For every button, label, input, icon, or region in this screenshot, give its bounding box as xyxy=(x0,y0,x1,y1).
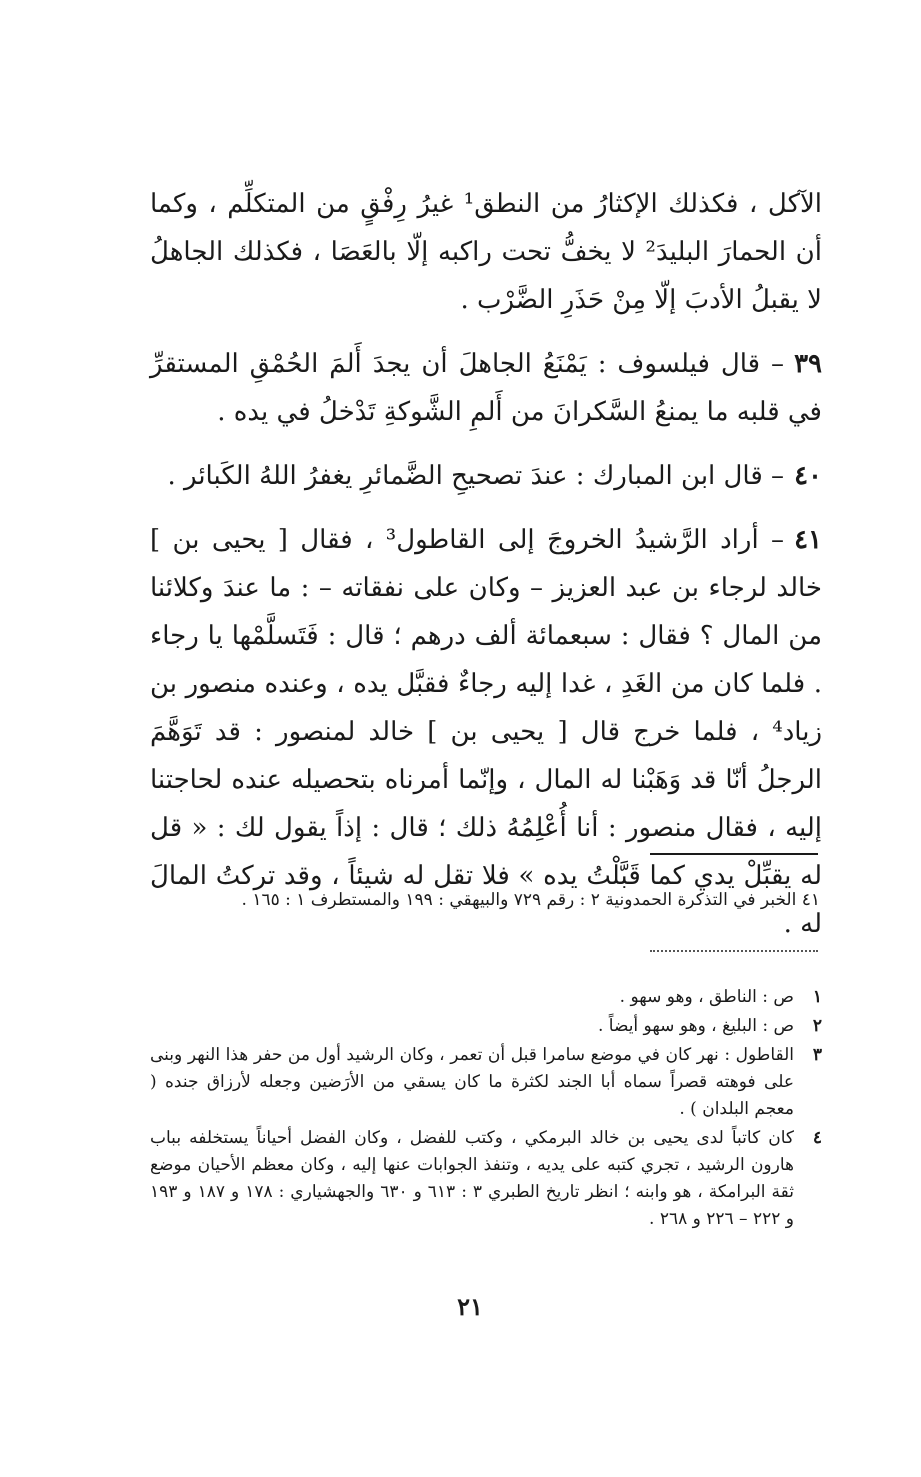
footnote-item xyxy=(150,1125,822,1233)
footnote-divider xyxy=(650,853,818,855)
paragraph-text: – قال ابن المبارك : عندَ تصحيحِ الضَّمائرِ يغفرُ اللهُ الكَبائر . xyxy=(167,461,785,491)
footnote-text: كان كاتباً لدى يحيى بن خالد البرمكي ، وكتب للفضل ، وكان الفضل أحياناً يستخلفه بباب هارون الرشيد ، تجري كتبه على يديه ، وتنفذ الجوابات عنها إليه ، وكان معظم الأحيان موضع ثقة البرامكة ، هو وابنه ؛ انظر تاريخ الطبري ٣ : ٦١٣ و ٦٣٠ والجهشياري : ١٧٨ و ١٨٧ و ١٩٣ و ٢٢٢ – ٢٢٦ و ٢٦٨ . xyxy=(150,1128,794,1229)
paragraph-number: ٤٠ xyxy=(794,461,822,491)
page-number: ٢١ xyxy=(457,1292,483,1321)
main-text xyxy=(150,180,822,948)
paragraph-continued: الآكل ، فكذلك الإكثارُ من النطق¹ غيرُ رِفْقٍ من المتكلِّم ، وكما أن الحمارَ البليدَ² لا يخفُّ تحت راكبه إلّا بالعَصَا ، فكذلك الجاهلُ لا يقبلُ الأدبَ إلّا مِنْ حَذَرِ الضَّرْب . xyxy=(150,189,822,315)
paragraph-number: ٤١ xyxy=(794,525,822,555)
footnote-text: ص : البليغ ، وهو سهو أيضاً . xyxy=(597,1016,794,1036)
paragraph-39 xyxy=(150,340,822,436)
dotted-divider xyxy=(650,950,818,952)
paragraph-40 xyxy=(150,452,822,500)
footnote-item xyxy=(150,1042,822,1123)
footnote-number: ١ xyxy=(812,987,822,1007)
footnote-text: القاطول : نهر كان في موضع سامرا قبل أن تعمر ، وكان الرشيد أول من حفر هذا النهر وبنى على فوهته قصراً سماه أبا الجند لكثرة ما كان يسقي من الأرَضين وجعله لأرزاق جنده ( معجم البلدان ) . xyxy=(150,1045,794,1119)
paragraph-number: ٣٩ xyxy=(794,349,822,379)
footnote-number: ٤ xyxy=(812,1128,822,1148)
footnote-number: ٢ xyxy=(812,1016,822,1036)
paragraph-text: – أراد الرَّشيدُ الخروجَ إلى القاطول³ ، فقال [ يحيى بن ] خالد لرجاء بن عبد العزيز – وكان على نفقاته – : ما عندَ وكلائنا من المال ؟ فقال : سبعمائة ألف درهم ؛ قال : فَتَسلَّمْها يا رجاء . فلما كان من الغَدِ ، غدا إليه رجاءٌ فقبَّل يده ، وعنده منصور بن زياد⁴ ، فلما خرج قال [ يحيى بن ] خالد لمنصور : قد تَوَهَّمَ الرجلُ أنّا قد وَهَبْنا له المال ، وإنّما أمرناه بتحصيله عنده لحاجتنا إليه ، فقال منصور : أنا أُعْلِمُهُ ذلك ؛ قال : إذاً يقول لك : « قل له يقبِّلْ يدي كما قَبَّلْتُ يده » فلا تقل له شيئاً ، وقد تركتُ المالَ له . xyxy=(150,525,822,939)
footnotes xyxy=(150,984,822,1235)
footnote-text: ص : الناطق ، وهو سهو . xyxy=(619,987,794,1007)
footnote-number: ٣ xyxy=(812,1045,822,1065)
footnote-item xyxy=(150,1013,822,1040)
footnote-item xyxy=(150,984,822,1011)
paragraph-text: – قال فيلسوف : يَمْنَعُ الجاهلَ أن يجدَ أَلمَ الحُمْقِ المستقرِّ في قلبه ما يمنعُ السَّكرانَ من أَلمِ الشَّوكةِ تَدْخلُ في يده . xyxy=(150,349,822,427)
source-footnote: ٤١ الخبر في التذكرة الحمدونية ٢ : رقم ٧٢٩ والبيهقي : ١٩٩ والمستطرف ١ : ١٦٥ . xyxy=(241,890,820,910)
paragraph-41 xyxy=(150,516,822,948)
